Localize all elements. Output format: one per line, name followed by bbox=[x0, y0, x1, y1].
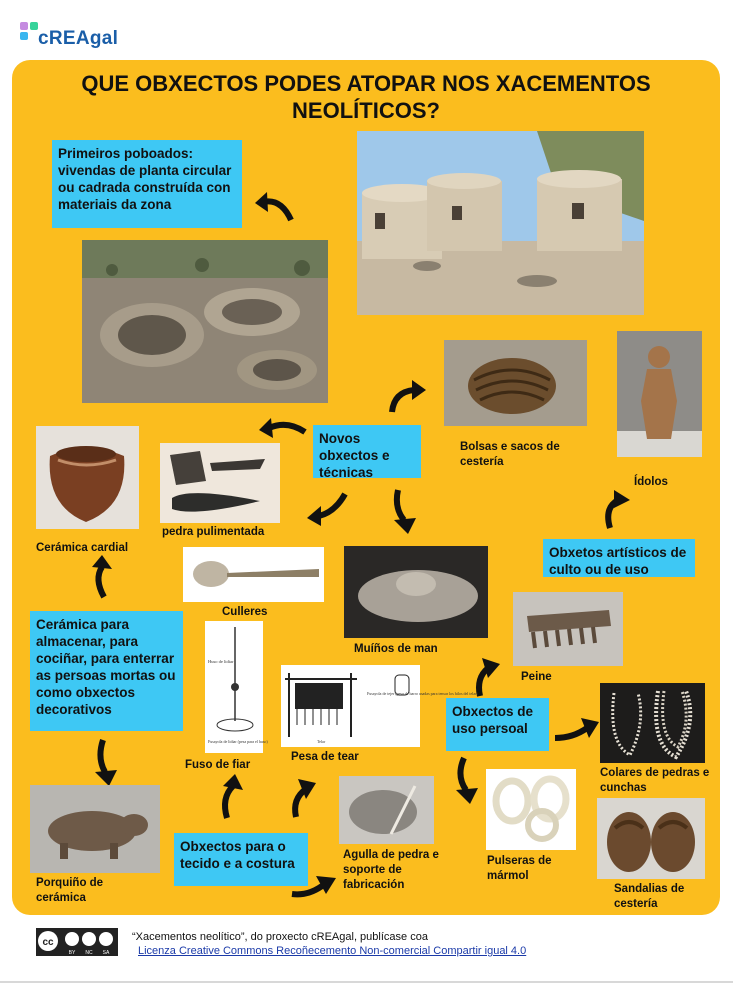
spindle-illustration bbox=[205, 621, 268, 753]
license-link[interactable]: Licenza Creative Commons Recoñecemento Non-comercial Compartir igual 4.0 bbox=[138, 945, 527, 957]
spindle-label: Huso de lidiar bbox=[208, 659, 234, 664]
loom-label: Telar bbox=[317, 739, 326, 744]
cardial-pottery-photo bbox=[36, 426, 139, 529]
necklaces-photo bbox=[600, 683, 705, 763]
curved-arrow-icon bbox=[602, 488, 632, 530]
curved-arrow-icon bbox=[553, 716, 601, 744]
settlements-box: Primeiros poboados: vivendas de planta circular ou cadrada construída con materiais da zona bbox=[52, 140, 242, 228]
page-title: QUE OBXECTOS PODES ATOPAR NOS XACEMENTOS NEOLÍTICOS? bbox=[81, 71, 651, 123]
personal-objects-box: Obxectos de uso persoal bbox=[446, 698, 549, 751]
stone-needle-photo bbox=[339, 776, 434, 844]
new-objects-box: Novos obxectos e técnicas bbox=[313, 425, 421, 478]
spoon-photo bbox=[183, 547, 324, 602]
idol-photo bbox=[617, 331, 702, 457]
curved-arrow-icon bbox=[454, 756, 484, 806]
caption-polished-stone: pedra pulimentada bbox=[162, 526, 265, 538]
caption-pig: Porquiño de cerámica bbox=[36, 877, 104, 904]
excavated-settlement-photo bbox=[82, 240, 328, 403]
svg-text:BY: BY bbox=[68, 950, 76, 956]
textile-objects-box: Obxectos para o tecido e a costura bbox=[174, 833, 308, 886]
hand-mill-photo bbox=[344, 546, 488, 638]
polished-stone-photo bbox=[160, 443, 280, 523]
caption-sandals: Sandalias de cestería bbox=[614, 883, 685, 910]
footer-credit bbox=[132, 930, 526, 958]
caption-necklaces: Colares de pedras e cunchas bbox=[600, 767, 710, 794]
caption-comb: Peine bbox=[521, 671, 552, 683]
curved-arrow-icon bbox=[388, 378, 428, 414]
cc-license-icon[interactable] bbox=[36, 928, 118, 956]
svg-text:cc: cc bbox=[42, 937, 54, 948]
divider bbox=[0, 981, 733, 983]
svg-text:NC: NC bbox=[85, 950, 93, 956]
curved-arrow-icon bbox=[390, 488, 420, 536]
curved-arrow-icon bbox=[257, 416, 307, 442]
caption-bags: Bolsas e sacos de cestería bbox=[460, 441, 560, 468]
curved-arrow-icon bbox=[93, 738, 123, 786]
loom-illustration bbox=[281, 665, 478, 747]
curved-arrow-icon bbox=[217, 772, 247, 820]
caption-needle: Agulla de pedra e soporte de fabricación bbox=[343, 849, 439, 891]
curved-arrow-icon bbox=[288, 775, 322, 819]
loom-weight-label: Fusayola de tejer (pesa de barro usadas para tensar los hilos del telar) bbox=[367, 691, 478, 696]
caption-cardial: Cerámica cardial bbox=[36, 542, 129, 554]
artistic-objects-box: Obxetos artísticos de culto ou de uso bbox=[543, 539, 695, 577]
whorl-label: Fusayola de lidiar (pesa para el huso) bbox=[208, 739, 268, 744]
ceramic-pig-photo bbox=[30, 785, 160, 873]
caption-spoons: Culleres bbox=[222, 606, 268, 618]
ceramic-box: Cerámica para almacenar, para cociñar, para enterrar as persoas mortas ou como obxectos decorativos bbox=[30, 611, 183, 731]
curved-arrow-icon bbox=[253, 190, 293, 226]
comb-photo bbox=[513, 592, 623, 666]
reconstructed-houses-photo bbox=[357, 131, 644, 315]
curved-arrow-icon bbox=[474, 654, 504, 698]
curved-arrow-icon bbox=[88, 553, 116, 599]
basket-bag-photo bbox=[444, 340, 587, 426]
caption-bracelets: Pulseras de mármol bbox=[487, 855, 552, 882]
curved-arrow-icon bbox=[290, 872, 338, 900]
logo-text: cREAgal bbox=[38, 28, 119, 49]
caption-idols: Ídolos bbox=[634, 476, 668, 488]
caption-spindle: Fuso de fiar bbox=[185, 759, 251, 771]
caption-loom-weight: Pesa de tear bbox=[291, 751, 359, 763]
caption-mill: Muíños de man bbox=[354, 643, 438, 655]
svg-text:SA: SA bbox=[102, 950, 110, 956]
footer-credit-text: “Xacementos neolítico”, do proxecto cREAgal, publícase coa bbox=[132, 931, 428, 943]
marble-bracelets-photo bbox=[486, 769, 576, 850]
curved-arrow-icon bbox=[305, 492, 347, 528]
basketry-sandals-photo bbox=[597, 798, 705, 879]
